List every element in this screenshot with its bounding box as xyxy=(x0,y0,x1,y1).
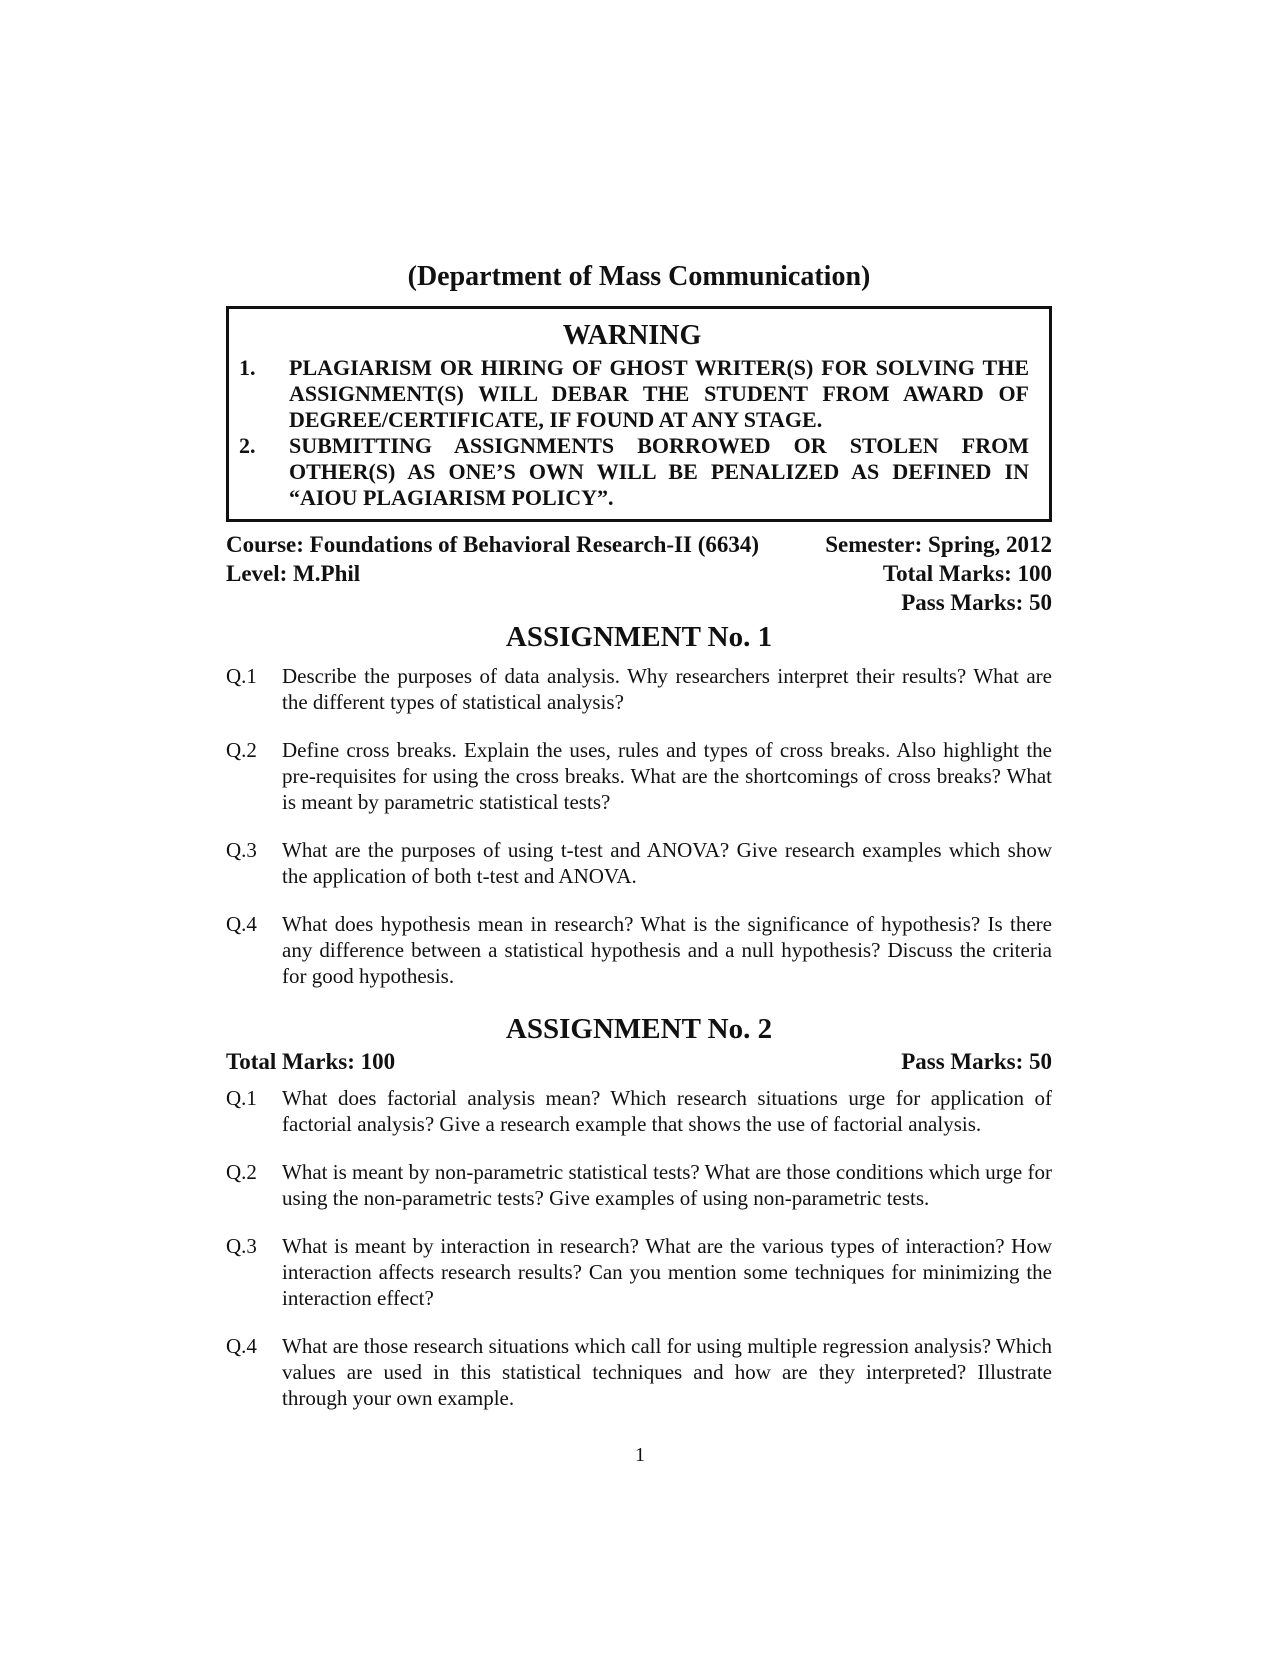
question-item xyxy=(226,737,1052,815)
warning-item xyxy=(235,433,1029,511)
page-number: 1 xyxy=(635,1444,645,1466)
warning-item-number: 1. xyxy=(239,355,256,380)
question-number: Q.2 xyxy=(226,1160,257,1184)
question-item xyxy=(226,1333,1052,1411)
assignment-1-title: ASSIGNMENT No. 1 xyxy=(505,621,773,653)
course-label: Course: Foundations of Behavioral Research-II (6634) xyxy=(226,532,760,557)
pass-marks-label: Pass Marks: 50 xyxy=(901,590,1052,615)
semester-label: Semester: Spring, 2012 xyxy=(825,532,1052,557)
question-text: What are those research situations which call for using multiple regression analysis? Which values are used in this statistical techniques and how are they interpreted? Illustrate through your own example. xyxy=(282,1334,1052,1410)
warning-item-text: SUBMITTING ASSIGNMENTS BORROWED OR STOLEN FROM OTHER(S) AS ONE’S OWN WILL BE PENALIZED AS DEFINED IN “AIOU PLAGIARISM POLICY”. xyxy=(289,433,1029,510)
level-label: Level: M.Phil xyxy=(226,561,361,586)
question-text: What is meant by non-parametric statistical tests? What are those conditions which urge for using the non-parametric tests? Give examples of using non-parametric tests. xyxy=(282,1160,1052,1210)
course-semester-row xyxy=(226,530,1052,559)
level-marks-row xyxy=(226,559,1052,588)
question-number: Q.4 xyxy=(226,912,257,936)
question-number: Q.4 xyxy=(226,1334,257,1358)
assignment-2-title: ASSIGNMENT No. 2 xyxy=(505,1013,773,1045)
warning-title: WARNING xyxy=(562,320,702,351)
assignment-2-marks-row xyxy=(226,1047,1052,1077)
question-text: Describe the purposes of data analysis. Why researchers interpret their results? What are the different types of statistical analysis? xyxy=(282,664,1052,714)
department-heading: (Department of Mass Communication) xyxy=(407,261,871,292)
pass-marks-row xyxy=(226,588,1052,617)
total-marks-label: Total Marks: 100 xyxy=(226,1049,396,1074)
question-text: What does hypothesis mean in research? What is the significance of hypothesis? Is there any difference between a statistical hypothesis and a null hypothesis? Discuss the criteria for good hypothesis. xyxy=(282,912,1052,988)
total-marks-label: Total Marks: 100 xyxy=(882,561,1052,586)
question-item xyxy=(226,837,1052,889)
question-number: Q.3 xyxy=(226,838,257,862)
pass-marks-label: Pass Marks: 50 xyxy=(901,1049,1052,1074)
warning-item-number: 2. xyxy=(239,433,256,458)
question-number: Q.2 xyxy=(226,738,257,762)
question-number: Q.1 xyxy=(226,1086,257,1110)
question-item xyxy=(226,1233,1052,1311)
question-item xyxy=(226,1159,1052,1211)
question-number: Q.1 xyxy=(226,664,257,688)
warning-item xyxy=(235,355,1029,433)
question-item xyxy=(226,1085,1052,1137)
question-text: What does factorial analysis mean? Which research situations urge for application of factorial analysis? Give a research example that shows the use of factorial analysis. xyxy=(282,1086,1052,1136)
question-text: What are the purposes of using t-test and ANOVA? Give research examples which show the application of both t-test and ANOVA. xyxy=(282,838,1052,888)
question-text: What is meant by interaction in research? What are the various types of interaction? How interaction affects research results? Can you mention some techniques for minimizing the interaction effect? xyxy=(282,1234,1052,1310)
question-text: Define cross breaks. Explain the uses, rules and types of cross breaks. Also highlight the pre-requisites for using the cross breaks. What are the shortcomings of cross breaks? What is meant by parametric statistical tests? xyxy=(282,738,1052,814)
question-item xyxy=(226,663,1052,715)
question-item xyxy=(226,911,1052,989)
question-number: Q.3 xyxy=(226,1234,257,1258)
warning-item-text: PLAGIARISM OR HIRING OF GHOST WRITER(S) FOR SOLVING THE ASSIGNMENT(S) WILL DEBAR THE STUDENT FROM AWARD OF DEGREE/CERTIFICATE, IF FOUND AT ANY STAGE. xyxy=(289,355,1029,432)
document-page xyxy=(226,258,1052,1433)
warning-box xyxy=(226,306,1052,522)
